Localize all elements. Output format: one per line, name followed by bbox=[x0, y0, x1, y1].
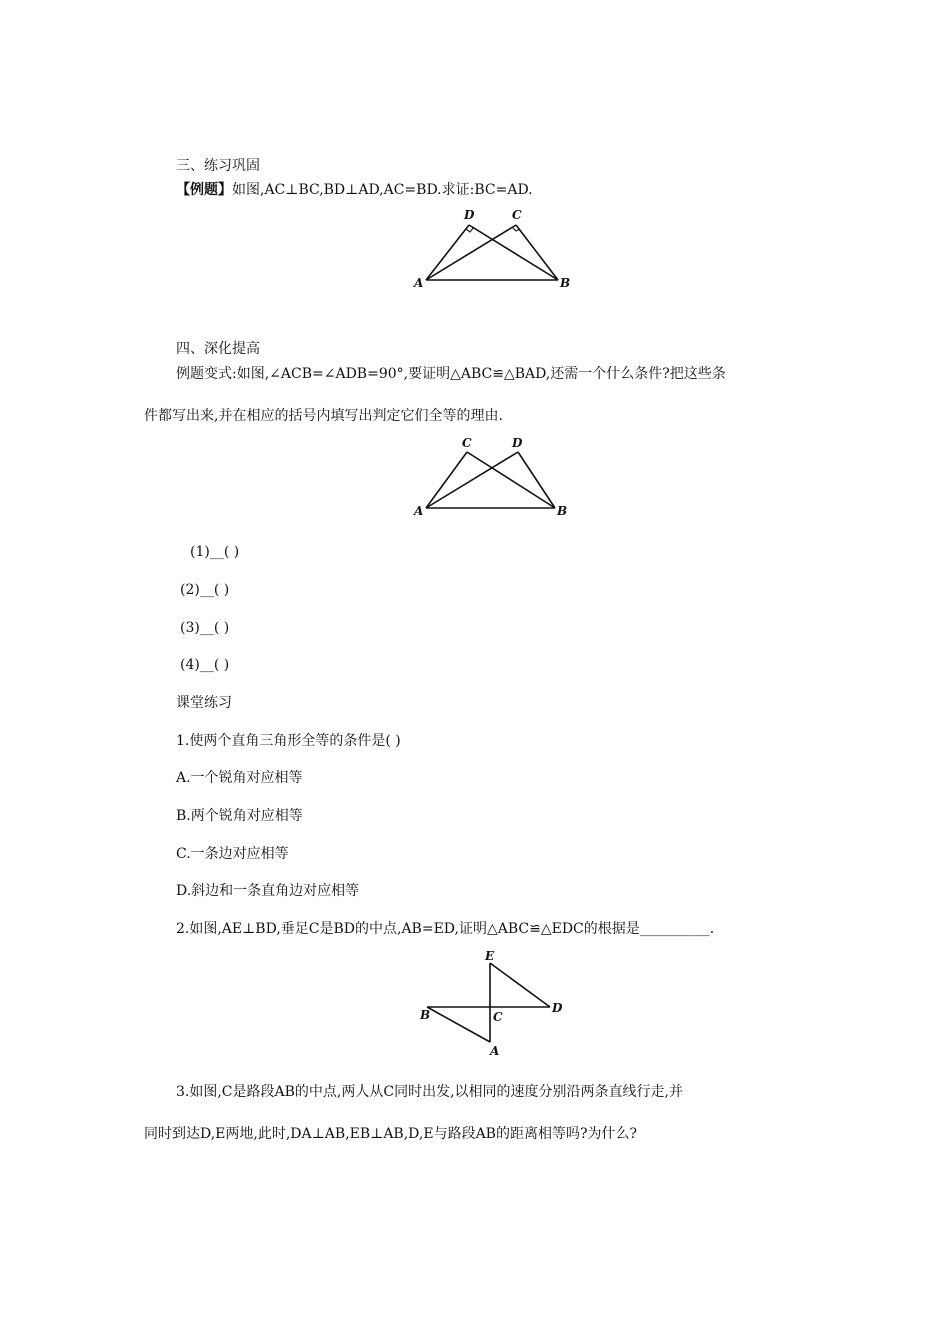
option-a: A.一个锐角对应相等 bbox=[176, 770, 303, 786]
example-label: 【例题】 bbox=[176, 182, 232, 198]
answer-2: (2)__( ) bbox=[180, 582, 230, 598]
question-3-line-2: 同时到达D,E两地,此时,DA⊥AB,EB⊥AB,D,E与路段AB的距离相等吗?为什么? bbox=[144, 1126, 637, 1142]
fig2-segment-ac bbox=[426, 452, 467, 508]
fig3-label-d: D bbox=[552, 1001, 563, 1015]
example-line bbox=[176, 181, 533, 199]
fig2-segment-cb bbox=[467, 452, 555, 508]
section3-heading: 三、练习巩固 bbox=[176, 158, 260, 174]
fig3-label-e: E bbox=[485, 949, 495, 963]
fig3-label-c: C bbox=[493, 1010, 503, 1024]
fig3-label-a: A bbox=[490, 1044, 500, 1058]
fig1-segment-ad bbox=[426, 225, 469, 280]
question-1: 1.使两个直角三角形全等的条件是( ) bbox=[176, 733, 401, 749]
fig2-label-a: A bbox=[414, 504, 424, 518]
variant-line-1: 例题变式:如图,∠ACB=∠ADB=90°,要证明△ABC≌△BAD,还需一个什么条件?把这些条 bbox=[176, 366, 726, 382]
fig2-label-b: B bbox=[557, 504, 568, 518]
fig1-label-a: A bbox=[414, 276, 424, 290]
question-3-line-1: 3.如图,C是路段AB的中点,两人从C同时出发,以相同的速度分别沿两条直线行走,并 bbox=[176, 1084, 683, 1100]
fig1-segment-db bbox=[469, 225, 558, 280]
variant-line-2: 件都写出来,并在相应的括号内填写出判定它们全等的理由. bbox=[144, 408, 503, 424]
example-text: 如图,AC⊥BC,BD⊥AD,AC=BD.求证:BC=AD. bbox=[232, 182, 533, 198]
section4-heading: 四、深化提高 bbox=[176, 341, 260, 357]
figure-2-diagram bbox=[410, 435, 580, 525]
fig3-label-b: B bbox=[420, 1008, 431, 1022]
figure-3-diagram bbox=[410, 945, 570, 1060]
option-c: C.一条边对应相等 bbox=[176, 846, 289, 862]
answer-1: (1)__( ) bbox=[190, 544, 240, 560]
option-d: D.斜边和一条直角边对应相等 bbox=[176, 883, 360, 899]
fig3-segment-ed bbox=[490, 963, 550, 1007]
fig2-label-d: D bbox=[512, 436, 523, 450]
answer-3: (3)__( ) bbox=[180, 620, 230, 636]
question-2: 2.如图,AE⊥BD,垂足C是BD的中点,AB=ED,证明△ABC≌△EDC的根据是__________. bbox=[176, 921, 715, 937]
fig2-segment-ad bbox=[426, 452, 518, 508]
fig1-label-c: C bbox=[512, 208, 522, 222]
fig1-segment-cb bbox=[516, 225, 558, 280]
fig1-label-b: B bbox=[560, 276, 571, 290]
fig2-label-c: C bbox=[462, 436, 472, 450]
option-b: B.两个锐角对应相等 bbox=[176, 808, 303, 824]
classwork-heading: 课堂练习 bbox=[176, 695, 232, 711]
fig3-segment-ba bbox=[427, 1007, 490, 1042]
figure-1-diagram bbox=[410, 205, 580, 297]
fig1-label-d: D bbox=[464, 208, 475, 222]
fig2-segment-db bbox=[518, 452, 555, 508]
answer-4: (4)__( ) bbox=[180, 657, 230, 673]
fig1-segment-ac bbox=[426, 225, 516, 280]
